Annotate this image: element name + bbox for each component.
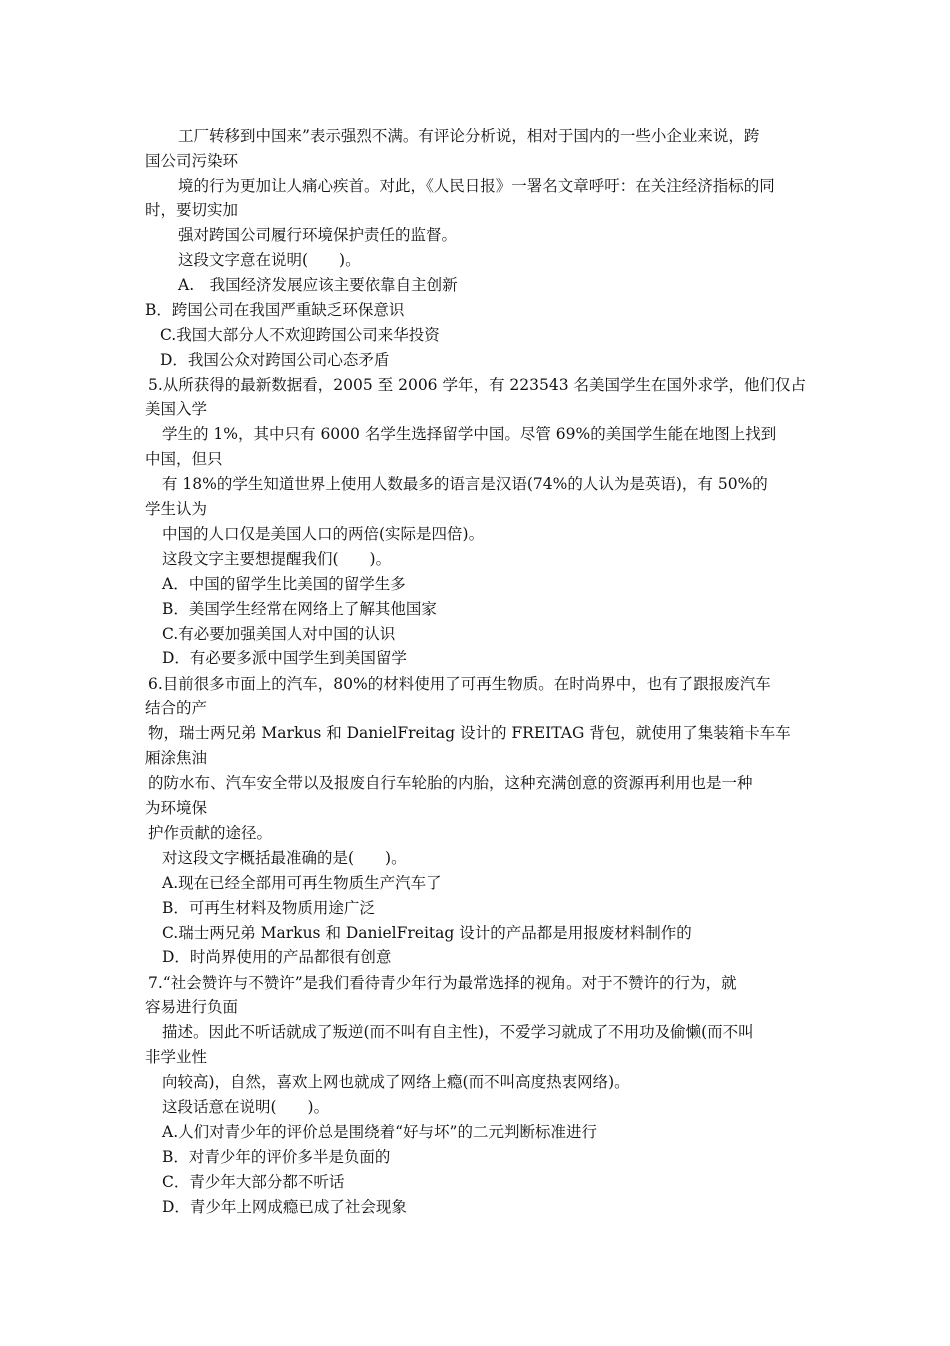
text-line: 美国入学 xyxy=(145,400,208,418)
text-line: 有 18%的学生知道世界上使用人数最多的语言是汉语(74%的人认为是英语)，有 50%的 xyxy=(162,475,768,493)
text-line: 非学业性 xyxy=(145,1048,208,1066)
option-c: C.我国大部分人不欢迎跨国公司来华投资 xyxy=(160,326,440,344)
option-a: A．中国的留学生比美国的留学生多 xyxy=(162,575,406,593)
text-line: 厢涂焦油 xyxy=(145,749,208,767)
question-stem: 这段话意在说明( )。 xyxy=(162,1098,330,1116)
option-d: D．时尚界使用的产品都很有创意 xyxy=(162,948,392,966)
text-line: 的防水布、汽车安全带以及报废自行车轮胎的内胎，这种充满创意的资源再利用也是一种 xyxy=(148,774,753,792)
text-line: 容易进行负面 xyxy=(145,998,239,1016)
text-line: 中国的人口仅是美国人口的两倍(实际是四倍)。 xyxy=(162,525,485,543)
text-line: 学生的 1%，其中只有 6000 名学生选择留学中国。尽管 69%的美国学生能在地图上找到 xyxy=(162,425,777,443)
question-stem: 这段文字主要想提醒我们( )。 xyxy=(162,550,392,568)
option-c: C.有必要加强美国人对中国的认识 xyxy=(162,625,396,643)
option-b: B．美国学生经常在网络上了解其他国家 xyxy=(162,600,437,618)
option-d: D．我国公众对跨国公司心态矛盾 xyxy=(160,351,390,369)
text-line: 工厂转移到中国来”表示强烈不满。有评论分析说，相对于国内的一些小企业来说，跨 xyxy=(178,127,760,145)
option-c: C．青少年大部分都不听话 xyxy=(162,1173,345,1191)
option-a: A.人们对青少年的评价总是围绕着“好与坏”的二元判断标准进行 xyxy=(162,1123,597,1141)
text-line: 描述。因此不听话就成了叛逆(而不叫有自主性)，不爱学习就成了不用功及偷懒(而不叫 xyxy=(162,1023,754,1041)
question-5-text: 5.从所获得的最新数据看，2005 至 2006 学年，有 223543 名美国学生在国外求学，他们仅占 xyxy=(148,376,806,394)
text-line: 国公司污染环 xyxy=(145,152,239,170)
option-b: B．跨国公司在我国严重缺乏环保意识 xyxy=(145,301,405,319)
option-c: C.瑞士两兄弟 Markus 和 DanielFreitag 设计的产品都是用报废材料制作的 xyxy=(162,924,692,942)
text-line: 护作贡献的途径。 xyxy=(148,824,273,842)
text-line: 向较高)，自然，喜欢上网也就成了网络上瘾(而不叫高度热衷网络)。 xyxy=(162,1073,630,1091)
question-6-text: 6.目前很多市面上的汽车，80%的材料使用了可再生物质。在时尚界中，也有了跟报废汽车 xyxy=(148,675,771,693)
text-line: 学生认为 xyxy=(145,500,208,518)
option-a: A.现在已经全部用可再生物质生产汽车了 xyxy=(162,874,442,892)
option-a: A. 我国经济发展应该主要依靠自主创新 xyxy=(178,276,458,294)
text-line: 结合的产 xyxy=(145,699,208,717)
question-stem: 对这段文字概括最准确的是( )。 xyxy=(162,849,407,867)
question-stem: 这段文字意在说明( )。 xyxy=(178,251,361,269)
text-line: 强对跨国公司履行环境保护责任的监督。 xyxy=(178,226,458,244)
question-7-text: 7.“社会赞许与不赞许”是我们看待青少年行为最常选择的视角。对于不赞许的行为，就 xyxy=(148,974,737,992)
option-b: B．对青少年的评价多半是负面的 xyxy=(162,1148,391,1166)
text-line: 物，瑞士两兄弟 Markus 和 DanielFreitag 设计的 FREITAG 背包，就使用了集装箱卡车车 xyxy=(148,724,791,742)
text-line: 为环境保 xyxy=(145,799,208,817)
text-line: 时，要切实加 xyxy=(145,201,239,219)
text-line: 境的行为更加让人痛心疾首。对此，《人民日报》一署名文章呼吁：在关注经济指标的同 xyxy=(178,177,775,195)
option-d: D．有必要多派中国学生到美国留学 xyxy=(162,649,407,667)
text-line: 中国，但只 xyxy=(145,450,223,468)
option-d: D．青少年上网成瘾已成了社会现象 xyxy=(162,1198,407,1216)
option-b: B．可再生材料及物质用途广泛 xyxy=(162,899,375,917)
